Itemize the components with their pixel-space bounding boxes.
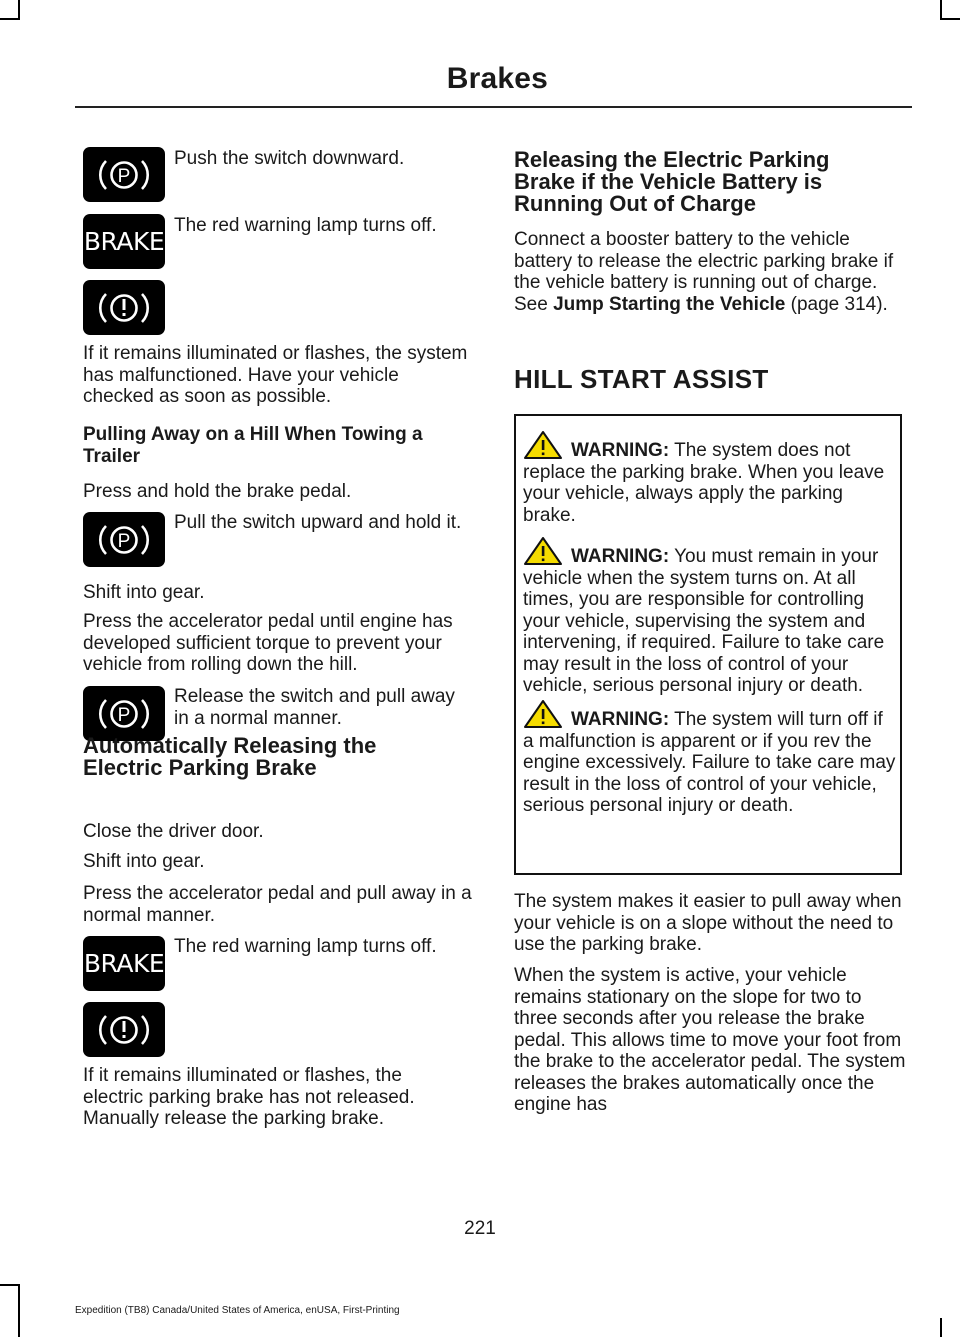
crop-mark <box>0 18 20 20</box>
warning-1 <box>523 430 897 526</box>
pull-switch-text: Pull the switch upward and hold it. <box>174 512 462 533</box>
warning-label: WARNING: <box>571 440 670 461</box>
warning-1-text: The system does not replace the parking brake. When you leave your vehicle, always apply the parking brake. <box>523 440 885 526</box>
edition-footer: Expedition (TB8) Canada/United States of America, enUSA, First-Printing <box>75 1305 400 1316</box>
crop-mark <box>940 0 942 18</box>
brake-system-warning-icon <box>83 1002 165 1057</box>
page-reference: (page 314). <box>790 293 888 315</box>
release-switch-text: Release the switch and pull away in a normal manner. <box>174 686 455 729</box>
svg-text:P: P <box>117 530 131 552</box>
lamp-off-text: The red warning lamp turns off. <box>174 215 437 236</box>
easier-text: The system makes it easier to pull away when your vehicle is on a slope without the need to use the parking brake. <box>514 891 902 955</box>
warning-triangle-icon <box>523 699 567 729</box>
page-number: 221 <box>464 1218 496 1239</box>
crop-mark <box>0 1284 20 1286</box>
shift-gear-text: Shift into gear. <box>83 851 205 872</box>
brake-icon-label: BRAKE <box>83 227 165 256</box>
parking-brake-icon <box>83 147 165 202</box>
svg-text:P: P <box>117 704 131 726</box>
not-released-text: If it remains illuminated or flashes, the electric parking brake has not released. Manually release the parking brake. <box>83 1065 415 1129</box>
warning-label: WARNING: <box>571 546 670 567</box>
page-title: Brakes <box>446 62 548 95</box>
crop-mark <box>940 1318 942 1337</box>
parking-brake-icon <box>83 512 165 567</box>
svg-text:P: P <box>117 165 131 187</box>
warning-3 <box>523 699 897 817</box>
accelerator-text: Press the accelerator pedal until engine has developed sufficient torque to prevent your vehicle from rolling down the hill. <box>83 611 453 675</box>
warning-2-text: You must remain in your vehicle when the system turns on. At all times, you are responsible for controlling your vehicle, supervising the system and intervening, if required. Failure to take care may result in the loss of control of your vehicle, serious personal injury or death. <box>523 546 885 696</box>
hill-start-heading: HILL START ASSIST <box>514 364 769 394</box>
warning-3-text: The system will turn off if a malfunction is apparent or if you rev the engine excessively. Failure to take care may result in the loss of control of your vehicle, serious personal injury or death. <box>523 709 896 816</box>
brake-warning-icon <box>83 214 165 269</box>
header-divider <box>75 106 912 108</box>
shift-gear-text: Shift into gear. <box>83 582 205 603</box>
booster-battery-text <box>514 229 908 315</box>
crop-mark <box>940 18 960 20</box>
jump-starting-link[interactable]: Jump Starting the Vehicle <box>553 293 786 315</box>
brake-icon-label: BRAKE <box>83 949 165 978</box>
press-pull-away-text: Press the accelerator pedal and pull away in a normal manner. <box>83 883 472 926</box>
booster-battery-body: Connect a booster battery to the vehicle battery to release the electric parking brake if the vehicle battery is running out of charge. See <box>514 229 894 315</box>
malfunction-text: If it remains illuminated or flashes, the system has malfunctioned. Have your vehicle checked as soon as possible. <box>83 343 468 407</box>
crop-mark <box>18 1284 20 1337</box>
warning-triangle-icon <box>523 536 567 566</box>
crop-mark <box>18 0 20 18</box>
warning-triangle-icon <box>523 430 567 460</box>
press-hold-text: Press and hold the brake pedal. <box>83 481 352 502</box>
lamp-off-text: The red warning lamp turns off. <box>174 936 437 957</box>
brake-warning-icon <box>83 936 165 991</box>
warning-label: WARNING: <box>571 709 670 730</box>
releasing-heading: Releasing the Electric Parking Brake if the Vehicle Battery is Running Out of Charge <box>514 147 830 216</box>
warning-2 <box>523 536 897 697</box>
towing-heading: Pulling Away on a Hill When Towing a Trailer <box>83 424 423 467</box>
brake-system-warning-icon <box>83 280 165 335</box>
close-door-text: Close the driver door. <box>83 821 264 842</box>
push-switch-text: Push the switch downward. <box>174 148 405 169</box>
active-text: When the system is active, your vehicle remains stationary on the slope for two to three seconds after you release the brake pedal. This allows time to move your foot from the brake to the accelerator pedal. The system releases the brakes automatically once the engine has <box>514 965 906 1115</box>
auto-release-heading: Automatically Releasing the Electric Parking Brake <box>83 733 377 780</box>
